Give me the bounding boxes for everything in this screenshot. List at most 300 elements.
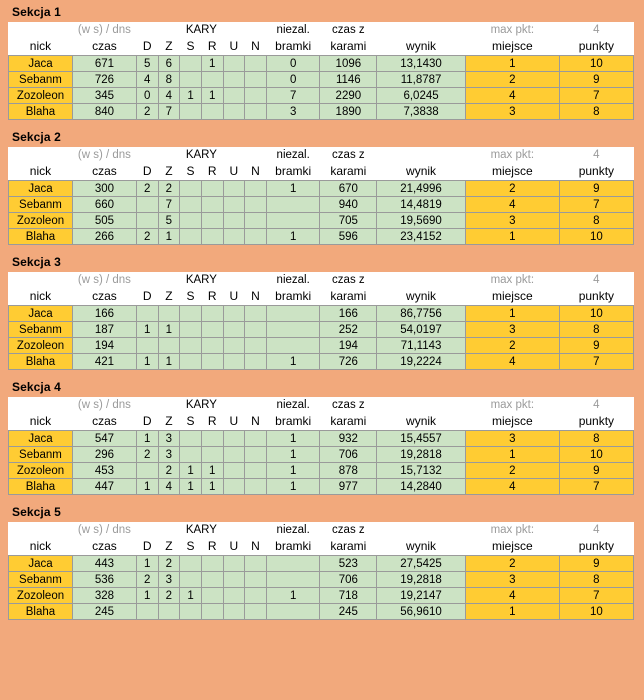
table-row: [9, 72, 634, 88]
cell-d: 1: [136, 431, 158, 447]
cell-n: [245, 229, 267, 245]
cell-s: [180, 431, 202, 447]
cell-wynik: 15,4557: [377, 431, 466, 447]
header-czas: czas: [92, 288, 117, 303]
cell-bramki: 1: [266, 181, 320, 197]
cell-d: 1: [136, 556, 158, 572]
cell-punkty: 8: [559, 213, 633, 229]
cell-n: [245, 354, 267, 370]
cell-d: [136, 604, 158, 620]
header-u: U: [229, 288, 239, 303]
cell-z: 4: [158, 479, 180, 495]
cell-bramki: [266, 213, 320, 229]
cell-z: 3: [158, 572, 180, 588]
header-max-pkt-label: max pkt:: [490, 523, 535, 536]
cell-czas: 660: [72, 197, 136, 213]
header-z: Z: [165, 163, 173, 178]
header-czas-z: czas z: [332, 148, 365, 161]
results-table: [8, 522, 634, 620]
section: [8, 504, 636, 620]
cell-czas: 726: [72, 72, 136, 88]
table-row: [9, 479, 634, 495]
header-punkty: punkty: [578, 163, 615, 178]
section: [8, 379, 636, 495]
cell-miejsce: 1: [465, 306, 559, 322]
cell-czas: 245: [72, 604, 136, 620]
section: [8, 129, 636, 245]
cell-u: [223, 354, 245, 370]
cell-nick: Blaha: [9, 104, 73, 120]
cell-u: [223, 197, 245, 213]
cell-bramki: 0: [266, 56, 320, 72]
table-row: [9, 104, 634, 120]
cell-czas: 447: [72, 479, 136, 495]
header-n: N: [251, 163, 260, 178]
cell-wynik: 13,1430: [377, 56, 466, 72]
header-nick: nick: [29, 538, 52, 553]
cell-r: 1: [201, 56, 223, 72]
table-header-row-1: [9, 397, 634, 412]
cell-n: [245, 431, 267, 447]
cell-d: 1: [136, 479, 158, 495]
header-wynik-blank: [377, 272, 466, 287]
cell-czas: 505: [72, 213, 136, 229]
header-miejsce: miejsce: [491, 288, 533, 303]
header-czas-unit: (w s) / dns: [77, 23, 131, 36]
cell-n: [245, 479, 267, 495]
cell-d: [136, 306, 158, 322]
cell-n: [245, 306, 267, 322]
cell-d: 2: [136, 572, 158, 588]
cell-r: [201, 72, 223, 88]
cell-bramki: 0: [266, 72, 320, 88]
table-header-row-1: [9, 22, 634, 37]
cell-nick: Jaca: [9, 181, 73, 197]
cell-karami: 523: [320, 556, 377, 572]
cell-punkty: 9: [559, 181, 633, 197]
cell-karami: 1096: [320, 56, 377, 72]
cell-nick: Sebanm: [9, 572, 73, 588]
cell-z: 7: [158, 197, 180, 213]
cell-u: [223, 604, 245, 620]
section-title: Sekcja 1: [12, 5, 61, 19]
cell-r: [201, 197, 223, 213]
header-czas: czas: [92, 163, 117, 178]
cell-wynik: 19,2224: [377, 354, 466, 370]
table-header-row-2: [9, 537, 634, 556]
cell-z: 2: [158, 556, 180, 572]
header-s: S: [186, 163, 195, 178]
table-row: [9, 213, 634, 229]
header-r: R: [207, 413, 217, 428]
header-bramki: bramki: [275, 288, 312, 303]
cell-n: [245, 213, 267, 229]
header-max-pkt-value: 4: [593, 398, 600, 411]
cell-n: [245, 572, 267, 588]
cell-r: [201, 447, 223, 463]
results-table: [8, 272, 634, 370]
cell-punkty: 8: [559, 572, 633, 588]
cell-s: [180, 213, 202, 229]
header-czas-z: czas z: [332, 23, 365, 36]
cell-u: [223, 229, 245, 245]
table-row: [9, 588, 634, 604]
cell-z: 2: [158, 588, 180, 604]
cell-s: [180, 556, 202, 572]
header-bramki: bramki: [275, 413, 312, 428]
cell-r: [201, 604, 223, 620]
header-niezal: niezal.: [276, 23, 310, 36]
header-max-pkt-value: 4: [593, 273, 600, 286]
cell-miejsce: 3: [465, 213, 559, 229]
cell-karami: 726: [320, 354, 377, 370]
header-blank: [9, 522, 73, 537]
results-table: [8, 397, 634, 495]
header-czas-unit: (w s) / dns: [77, 273, 131, 286]
cell-miejsce: 1: [465, 56, 559, 72]
cell-czas: 300: [72, 181, 136, 197]
cell-karami: 878: [320, 463, 377, 479]
cell-d: [136, 463, 158, 479]
table-row: [9, 431, 634, 447]
cell-nick: Sebanm: [9, 72, 73, 88]
cell-karami: 252: [320, 322, 377, 338]
header-czas: czas: [92, 38, 117, 53]
cell-punkty: 7: [559, 88, 633, 104]
header-wynik-blank: [377, 522, 466, 537]
cell-d: 2: [136, 229, 158, 245]
cell-z: [158, 306, 180, 322]
cell-n: [245, 338, 267, 354]
header-d: D: [142, 38, 152, 53]
cell-karami: 1146: [320, 72, 377, 88]
header-u: U: [229, 413, 239, 428]
cell-punkty: 8: [559, 104, 633, 120]
cell-n: [245, 72, 267, 88]
cell-nick: Blaha: [9, 229, 73, 245]
header-z: Z: [165, 413, 173, 428]
cell-u: [223, 88, 245, 104]
cell-bramki: [266, 604, 320, 620]
cell-nick: Sebanm: [9, 322, 73, 338]
table-row: [9, 604, 634, 620]
cell-z: 1: [158, 322, 180, 338]
header-max-pkt-label: max pkt:: [490, 23, 535, 36]
cell-karami: 596: [320, 229, 377, 245]
results-table: [8, 147, 634, 245]
header-niezal: niezal.: [276, 148, 310, 161]
cell-wynik: 71,1143: [377, 338, 466, 354]
cell-punkty: 10: [559, 447, 633, 463]
header-z: Z: [165, 538, 173, 553]
cell-u: [223, 322, 245, 338]
cell-punkty: 9: [559, 72, 633, 88]
cell-nick: Blaha: [9, 604, 73, 620]
cell-z: 3: [158, 447, 180, 463]
header-kary-group: KARY: [185, 273, 217, 286]
header-blank: [9, 147, 73, 162]
cell-czas: 840: [72, 104, 136, 120]
cell-d: 2: [136, 181, 158, 197]
cell-r: [201, 322, 223, 338]
header-max-pkt-value: 4: [593, 523, 600, 536]
header-d: D: [142, 288, 152, 303]
cell-wynik: 19,2818: [377, 572, 466, 588]
cell-wynik: 6,0245: [377, 88, 466, 104]
header-wynik-blank: [377, 22, 466, 37]
cell-czas: 547: [72, 431, 136, 447]
header-niezal: niezal.: [276, 398, 310, 411]
cell-z: [158, 604, 180, 620]
cell-r: [201, 338, 223, 354]
cell-u: [223, 213, 245, 229]
cell-miejsce: 2: [465, 463, 559, 479]
cell-r: [201, 213, 223, 229]
cell-s: [180, 604, 202, 620]
cell-bramki: 3: [266, 104, 320, 120]
cell-karami: 2290: [320, 88, 377, 104]
header-niezal: niezal.: [276, 273, 310, 286]
cell-wynik: 15,7132: [377, 463, 466, 479]
table-row: [9, 572, 634, 588]
cell-n: [245, 447, 267, 463]
header-n: N: [251, 538, 260, 553]
header-nick: nick: [29, 288, 52, 303]
cell-czas: 453: [72, 463, 136, 479]
header-nick: nick: [29, 413, 52, 428]
cell-d: 5: [136, 56, 158, 72]
cell-s: [180, 197, 202, 213]
cell-n: [245, 322, 267, 338]
cell-nick: Jaca: [9, 556, 73, 572]
cell-d: [136, 197, 158, 213]
cell-z: 2: [158, 181, 180, 197]
header-miejsce: miejsce: [491, 163, 533, 178]
header-r: R: [207, 163, 217, 178]
header-wynik: wynik: [406, 288, 437, 303]
cell-wynik: 14,2840: [377, 479, 466, 495]
cell-u: [223, 72, 245, 88]
cell-czas: 328: [72, 588, 136, 604]
cell-nick: Sebanm: [9, 197, 73, 213]
header-czas-unit: (w s) / dns: [77, 523, 131, 536]
cell-bramki: 1: [266, 588, 320, 604]
cell-miejsce: 4: [465, 588, 559, 604]
cell-d: 0: [136, 88, 158, 104]
cell-nick: Zozoleon: [9, 588, 73, 604]
header-karami: karami: [330, 288, 367, 303]
header-kary-group: KARY: [185, 523, 217, 536]
header-miejsce: miejsce: [491, 413, 533, 428]
header-blank: [9, 397, 73, 412]
section-title: Sekcja 2: [12, 130, 61, 144]
header-karami: karami: [330, 413, 367, 428]
cell-punkty: 7: [559, 479, 633, 495]
header-czas-unit: (w s) / dns: [77, 148, 131, 161]
header-punkty: punkty: [578, 38, 615, 53]
cell-miejsce: 2: [465, 556, 559, 572]
cell-punkty: 8: [559, 431, 633, 447]
header-n: N: [251, 288, 260, 303]
header-wynik: wynik: [406, 163, 437, 178]
cell-s: [180, 572, 202, 588]
header-punkty: punkty: [578, 288, 615, 303]
table-header-row-2: [9, 412, 634, 431]
header-kary-group: KARY: [185, 23, 217, 36]
cell-czas: 166: [72, 306, 136, 322]
header-r: R: [207, 38, 217, 53]
header-s: S: [186, 413, 195, 428]
cell-wynik: 19,5690: [377, 213, 466, 229]
cell-u: [223, 479, 245, 495]
cell-miejsce: 4: [465, 88, 559, 104]
cell-u: [223, 306, 245, 322]
cell-miejsce: 3: [465, 572, 559, 588]
header-bramki: bramki: [275, 38, 312, 53]
cell-czas: 194: [72, 338, 136, 354]
cell-wynik: 23,4152: [377, 229, 466, 245]
header-nick: nick: [29, 163, 52, 178]
cell-czas: 266: [72, 229, 136, 245]
cell-z: 5: [158, 213, 180, 229]
header-s: S: [186, 38, 195, 53]
cell-n: [245, 604, 267, 620]
cell-punkty: 7: [559, 354, 633, 370]
cell-karami: 245: [320, 604, 377, 620]
cell-bramki: 7: [266, 88, 320, 104]
cell-nick: Sebanm: [9, 447, 73, 463]
cell-nick: Zozoleon: [9, 88, 73, 104]
cell-s: [180, 72, 202, 88]
cell-karami: 194: [320, 338, 377, 354]
cell-miejsce: 3: [465, 322, 559, 338]
cell-miejsce: 2: [465, 338, 559, 354]
header-max-pkt-value: 4: [593, 148, 600, 161]
header-max-pkt-label: max pkt:: [490, 273, 535, 286]
cell-bramki: [266, 338, 320, 354]
cell-u: [223, 338, 245, 354]
cell-czas: 421: [72, 354, 136, 370]
cell-r: 1: [201, 479, 223, 495]
cell-punkty: 10: [559, 229, 633, 245]
cell-czas: 345: [72, 88, 136, 104]
cell-n: [245, 463, 267, 479]
header-karami: karami: [330, 38, 367, 53]
cell-wynik: 56,9610: [377, 604, 466, 620]
header-blank: [9, 272, 73, 287]
cell-u: [223, 104, 245, 120]
cell-n: [245, 197, 267, 213]
header-karami: karami: [330, 538, 367, 553]
cell-wynik: 27,5425: [377, 556, 466, 572]
cell-s: 1: [180, 479, 202, 495]
cell-s: [180, 322, 202, 338]
cell-n: [245, 588, 267, 604]
header-wynik: wynik: [406, 38, 437, 53]
cell-punkty: 9: [559, 556, 633, 572]
cell-r: 1: [201, 463, 223, 479]
cell-s: 1: [180, 463, 202, 479]
table-row: [9, 354, 634, 370]
header-bramki: bramki: [275, 163, 312, 178]
cell-u: [223, 181, 245, 197]
section: [8, 4, 636, 120]
cell-nick: Zozoleon: [9, 338, 73, 354]
header-czas-z: czas z: [332, 398, 365, 411]
cell-karami: 706: [320, 447, 377, 463]
table-row: [9, 306, 634, 322]
header-czas-z: czas z: [332, 523, 365, 536]
header-s: S: [186, 538, 195, 553]
header-wynik: wynik: [406, 413, 437, 428]
cell-u: [223, 572, 245, 588]
cell-s: 1: [180, 88, 202, 104]
cell-s: [180, 447, 202, 463]
table-header-row-2: [9, 37, 634, 56]
header-u: U: [229, 38, 239, 53]
cell-punkty: 9: [559, 463, 633, 479]
cell-nick: Blaha: [9, 354, 73, 370]
header-czas-unit: (w s) / dns: [77, 398, 131, 411]
table-header-row-1: [9, 147, 634, 162]
cell-bramki: 1: [266, 431, 320, 447]
table-row: [9, 556, 634, 572]
table-row: [9, 56, 634, 72]
header-miejsce: miejsce: [491, 38, 533, 53]
cell-n: [245, 181, 267, 197]
cell-r: [201, 556, 223, 572]
cell-nick: Jaca: [9, 56, 73, 72]
cell-karami: 670: [320, 181, 377, 197]
cell-d: 2: [136, 447, 158, 463]
cell-z: 3: [158, 431, 180, 447]
cell-czas: 536: [72, 572, 136, 588]
header-d: D: [142, 538, 152, 553]
header-z: Z: [165, 38, 173, 53]
cell-punkty: 7: [559, 197, 633, 213]
cell-punkty: 10: [559, 604, 633, 620]
header-u: U: [229, 538, 239, 553]
cell-z: 2: [158, 463, 180, 479]
section-title: Sekcja 3: [12, 255, 61, 269]
header-czas: czas: [92, 413, 117, 428]
cell-r: [201, 229, 223, 245]
cell-d: 4: [136, 72, 158, 88]
header-n: N: [251, 413, 260, 428]
cell-d: [136, 213, 158, 229]
header-punkty: punkty: [578, 538, 615, 553]
cell-nick: Blaha: [9, 479, 73, 495]
header-d: D: [142, 413, 152, 428]
cell-miejsce: 3: [465, 431, 559, 447]
cell-czas: 443: [72, 556, 136, 572]
cell-s: [180, 104, 202, 120]
cell-nick: Jaca: [9, 306, 73, 322]
header-max-pkt-value: 4: [593, 23, 600, 36]
cell-bramki: [266, 197, 320, 213]
cell-z: 4: [158, 88, 180, 104]
cell-punkty: 8: [559, 322, 633, 338]
cell-bramki: 1: [266, 354, 320, 370]
table-header-row-1: [9, 272, 634, 287]
header-kary-group: KARY: [185, 398, 217, 411]
cell-s: [180, 354, 202, 370]
cell-karami: 1890: [320, 104, 377, 120]
header-max-pkt-label: max pkt:: [490, 148, 535, 161]
cell-wynik: 54,0197: [377, 322, 466, 338]
header-wynik: wynik: [406, 538, 437, 553]
header-punkty: punkty: [578, 413, 615, 428]
